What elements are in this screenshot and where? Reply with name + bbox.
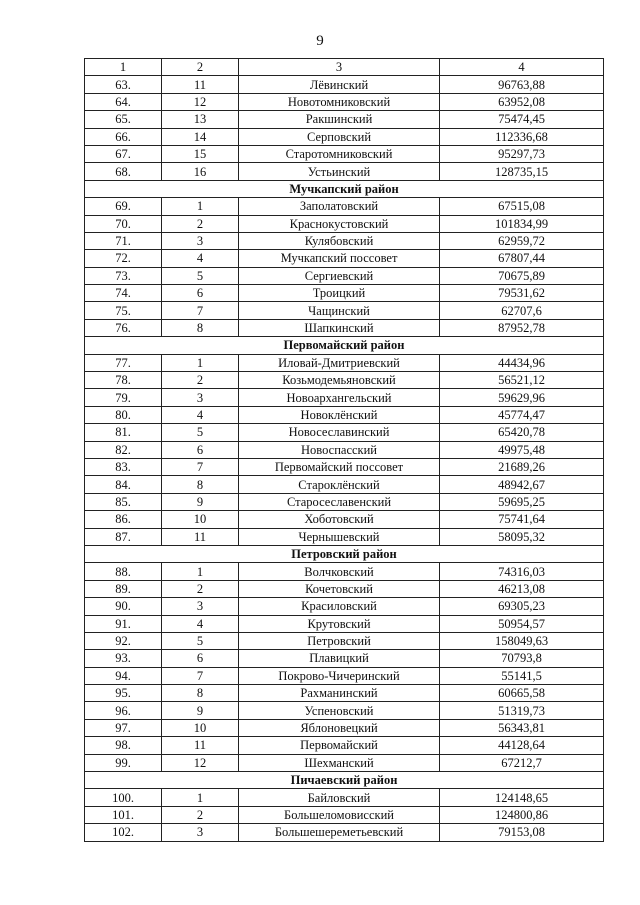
table-row — [85, 319, 604, 336]
row-number-cell: 66. — [85, 128, 162, 145]
sub-number-cell: 2 — [162, 806, 239, 823]
sub-number-cell: 6 — [162, 441, 239, 458]
amount-cell: 74316,03 — [440, 563, 604, 580]
amount-cell: 44434,96 — [440, 354, 604, 371]
table-row — [85, 232, 604, 249]
header-cell-3: 3 — [239, 59, 440, 76]
section-title: Первомайский район — [85, 337, 604, 354]
amount-cell: 58095,32 — [440, 528, 604, 545]
table-row — [85, 163, 604, 180]
amount-cell: 62707,6 — [440, 302, 604, 319]
name-cell: Мучкапский поссовет — [239, 250, 440, 267]
sub-number-cell: 10 — [162, 511, 239, 528]
row-number-cell: 96. — [85, 702, 162, 719]
sub-number-cell: 2 — [162, 372, 239, 389]
row-number-cell: 67. — [85, 145, 162, 162]
name-cell: Большеломовисский — [239, 806, 440, 823]
name-cell: Козьмодемьяновский — [239, 372, 440, 389]
table-row — [85, 215, 604, 232]
sub-number-cell: 10 — [162, 719, 239, 736]
name-cell: Чащинский — [239, 302, 440, 319]
table-body — [85, 59, 604, 842]
table-row — [85, 737, 604, 754]
sub-number-cell: 1 — [162, 563, 239, 580]
amount-cell: 46213,08 — [440, 580, 604, 597]
section-title: Петровский район — [85, 545, 604, 562]
row-number-cell: 85. — [85, 493, 162, 510]
sub-number-cell: 2 — [162, 215, 239, 232]
name-cell: Шапкинский — [239, 319, 440, 336]
table-row — [85, 458, 604, 475]
amount-cell: 49975,48 — [440, 441, 604, 458]
sub-number-cell: 12 — [162, 754, 239, 771]
name-cell: Байловский — [239, 789, 440, 806]
table-row — [85, 789, 604, 806]
amount-cell: 96763,88 — [440, 76, 604, 93]
sub-number-cell: 8 — [162, 476, 239, 493]
amount-cell: 75741,64 — [440, 511, 604, 528]
table-row — [85, 650, 604, 667]
name-cell: Кочетовский — [239, 580, 440, 597]
amount-cell: 95297,73 — [440, 145, 604, 162]
row-number-cell: 77. — [85, 354, 162, 371]
sub-number-cell: 16 — [162, 163, 239, 180]
sub-number-cell: 11 — [162, 76, 239, 93]
amount-cell: 44128,64 — [440, 737, 604, 754]
row-number-cell: 70. — [85, 215, 162, 232]
row-number-cell: 82. — [85, 441, 162, 458]
row-number-cell: 90. — [85, 598, 162, 615]
amount-cell: 75474,45 — [440, 111, 604, 128]
sub-number-cell: 8 — [162, 685, 239, 702]
row-number-cell: 99. — [85, 754, 162, 771]
row-number-cell: 81. — [85, 424, 162, 441]
name-cell: Краснокустовский — [239, 215, 440, 232]
header-cell-1: 1 — [85, 59, 162, 76]
row-number-cell: 92. — [85, 632, 162, 649]
row-number-cell: 86. — [85, 511, 162, 528]
row-number-cell: 64. — [85, 93, 162, 110]
amount-cell: 50954,57 — [440, 615, 604, 632]
table-row — [85, 806, 604, 823]
table-row — [85, 354, 604, 371]
sub-number-cell: 14 — [162, 128, 239, 145]
row-number-cell: 102. — [85, 824, 162, 841]
name-cell: Старотомниковский — [239, 145, 440, 162]
amount-cell: 69305,23 — [440, 598, 604, 615]
name-cell: Иловай-Дмитриевский — [239, 354, 440, 371]
row-number-cell: 63. — [85, 76, 162, 93]
section-row — [85, 545, 604, 562]
amount-cell: 56521,12 — [440, 372, 604, 389]
table-row — [85, 76, 604, 93]
table-row — [85, 667, 604, 684]
table-row — [85, 476, 604, 493]
table-row — [85, 615, 604, 632]
row-number-cell: 80. — [85, 406, 162, 423]
name-cell: Рахманинский — [239, 685, 440, 702]
data-table — [84, 58, 604, 842]
row-number-cell: 72. — [85, 250, 162, 267]
amount-cell: 56343,81 — [440, 719, 604, 736]
table-row — [85, 632, 604, 649]
amount-cell: 67515,08 — [440, 198, 604, 215]
name-cell: Хоботовский — [239, 511, 440, 528]
sub-number-cell: 11 — [162, 528, 239, 545]
table-row — [85, 389, 604, 406]
name-cell: Покрово-Чичеринский — [239, 667, 440, 684]
row-number-cell: 91. — [85, 615, 162, 632]
row-number-cell: 94. — [85, 667, 162, 684]
row-number-cell: 76. — [85, 319, 162, 336]
name-cell: Старосеславенский — [239, 493, 440, 510]
table-row — [85, 111, 604, 128]
sub-number-cell: 7 — [162, 458, 239, 475]
amount-cell: 51319,73 — [440, 702, 604, 719]
amount-cell: 158049,63 — [440, 632, 604, 649]
name-cell: Заполатовский — [239, 198, 440, 215]
sub-number-cell: 3 — [162, 389, 239, 406]
name-cell: Чернышевский — [239, 528, 440, 545]
name-cell: Яблоновецкий — [239, 719, 440, 736]
row-number-cell: 84. — [85, 476, 162, 493]
sub-number-cell: 7 — [162, 302, 239, 319]
header-cell-2: 2 — [162, 59, 239, 76]
row-number-cell: 95. — [85, 685, 162, 702]
sub-number-cell: 13 — [162, 111, 239, 128]
sub-number-cell: 4 — [162, 615, 239, 632]
sub-number-cell: 12 — [162, 93, 239, 110]
name-cell: Новотомниковский — [239, 93, 440, 110]
name-cell: Волчковский — [239, 563, 440, 580]
name-cell: Новоспасский — [239, 441, 440, 458]
sub-number-cell: 8 — [162, 319, 239, 336]
table-row — [85, 580, 604, 597]
row-number-cell: 87. — [85, 528, 162, 545]
table-row — [85, 424, 604, 441]
sub-number-cell: 3 — [162, 598, 239, 615]
sub-number-cell: 6 — [162, 650, 239, 667]
sub-number-cell: 11 — [162, 737, 239, 754]
row-number-cell: 101. — [85, 806, 162, 823]
name-cell: Староклёнский — [239, 476, 440, 493]
name-cell: Троицкий — [239, 285, 440, 302]
name-cell: Успеновский — [239, 702, 440, 719]
table-row — [85, 145, 604, 162]
header-cell-4: 4 — [440, 59, 604, 76]
name-cell: Устьинский — [239, 163, 440, 180]
amount-cell: 101834,99 — [440, 215, 604, 232]
sub-number-cell: 15 — [162, 145, 239, 162]
row-number-cell: 100. — [85, 789, 162, 806]
name-cell: Серповский — [239, 128, 440, 145]
page-number: 9 — [316, 33, 324, 49]
amount-cell: 60665,58 — [440, 685, 604, 702]
table-row — [85, 719, 604, 736]
name-cell: Новоклёнский — [239, 406, 440, 423]
name-cell: Кулябовский — [239, 232, 440, 249]
amount-cell: 59695,25 — [440, 493, 604, 510]
name-cell: Сергиевский — [239, 267, 440, 284]
sub-number-cell: 5 — [162, 424, 239, 441]
table-row — [85, 598, 604, 615]
amount-cell: 70675,89 — [440, 267, 604, 284]
row-number-cell: 75. — [85, 302, 162, 319]
name-cell: Новосеславинский — [239, 424, 440, 441]
name-cell: Плавицкий — [239, 650, 440, 667]
table-row — [85, 93, 604, 110]
row-number-cell: 74. — [85, 285, 162, 302]
table-row — [85, 285, 604, 302]
sub-number-cell: 5 — [162, 632, 239, 649]
row-number-cell: 69. — [85, 198, 162, 215]
sub-number-cell: 1 — [162, 354, 239, 371]
amount-cell: 65420,78 — [440, 424, 604, 441]
name-cell: Крутовский — [239, 615, 440, 632]
section-row — [85, 337, 604, 354]
row-number-cell: 97. — [85, 719, 162, 736]
name-cell: Первомайский поссовет — [239, 458, 440, 475]
section-title: Пичаевский район — [85, 772, 604, 789]
row-number-cell: 78. — [85, 372, 162, 389]
row-number-cell: 88. — [85, 563, 162, 580]
row-number-cell: 79. — [85, 389, 162, 406]
name-cell: Красиловский — [239, 598, 440, 615]
name-cell: Большешереметьевский — [239, 824, 440, 841]
name-cell: Петровский — [239, 632, 440, 649]
table-row — [85, 685, 604, 702]
row-number-cell: 89. — [85, 580, 162, 597]
row-number-cell: 93. — [85, 650, 162, 667]
amount-cell: 63952,08 — [440, 93, 604, 110]
sub-number-cell: 2 — [162, 580, 239, 597]
sub-number-cell: 9 — [162, 493, 239, 510]
table-row — [85, 198, 604, 215]
sub-number-cell: 3 — [162, 824, 239, 841]
name-cell: Лёвинский — [239, 76, 440, 93]
table-row — [85, 702, 604, 719]
row-number-cell: 98. — [85, 737, 162, 754]
name-cell: Шехманский — [239, 754, 440, 771]
sub-number-cell: 9 — [162, 702, 239, 719]
table-row — [85, 511, 604, 528]
section-row — [85, 180, 604, 197]
name-cell: Новоархангельский — [239, 389, 440, 406]
table-row — [85, 528, 604, 545]
row-number-cell: 65. — [85, 111, 162, 128]
table-row — [85, 406, 604, 423]
sub-number-cell: 1 — [162, 789, 239, 806]
table-row — [85, 493, 604, 510]
amount-cell: 124800,86 — [440, 806, 604, 823]
name-cell: Ракшинский — [239, 111, 440, 128]
sub-number-cell: 5 — [162, 267, 239, 284]
sub-number-cell: 4 — [162, 406, 239, 423]
sub-number-cell: 7 — [162, 667, 239, 684]
sub-number-cell: 6 — [162, 285, 239, 302]
amount-cell: 45774,47 — [440, 406, 604, 423]
sub-number-cell: 4 — [162, 250, 239, 267]
amount-cell: 124148,65 — [440, 789, 604, 806]
row-number-cell: 71. — [85, 232, 162, 249]
amount-cell: 67212,7 — [440, 754, 604, 771]
amount-cell: 21689,26 — [440, 458, 604, 475]
name-cell: Первомайский — [239, 737, 440, 754]
section-row — [85, 772, 604, 789]
amount-cell: 87952,78 — [440, 319, 604, 336]
section-title: Мучкапский район — [85, 180, 604, 197]
row-number-cell: 83. — [85, 458, 162, 475]
amount-cell: 79153,08 — [440, 824, 604, 841]
amount-cell: 79531,62 — [440, 285, 604, 302]
amount-cell: 70793,8 — [440, 650, 604, 667]
table-row — [85, 302, 604, 319]
amount-cell: 62959,72 — [440, 232, 604, 249]
amount-cell: 59629,96 — [440, 389, 604, 406]
table-row — [85, 250, 604, 267]
table-row — [85, 754, 604, 771]
amount-cell: 55141,5 — [440, 667, 604, 684]
amount-cell: 67807,44 — [440, 250, 604, 267]
amount-cell: 48942,67 — [440, 476, 604, 493]
sub-number-cell: 3 — [162, 232, 239, 249]
table-row — [85, 372, 604, 389]
table-row — [85, 824, 604, 841]
table-row — [85, 563, 604, 580]
row-number-cell: 68. — [85, 163, 162, 180]
amount-cell: 128735,15 — [440, 163, 604, 180]
table-header-row — [85, 59, 604, 76]
sub-number-cell: 1 — [162, 198, 239, 215]
table-row — [85, 441, 604, 458]
table-row — [85, 267, 604, 284]
row-number-cell: 73. — [85, 267, 162, 284]
amount-cell: 112336,68 — [440, 128, 604, 145]
table-row — [85, 128, 604, 145]
